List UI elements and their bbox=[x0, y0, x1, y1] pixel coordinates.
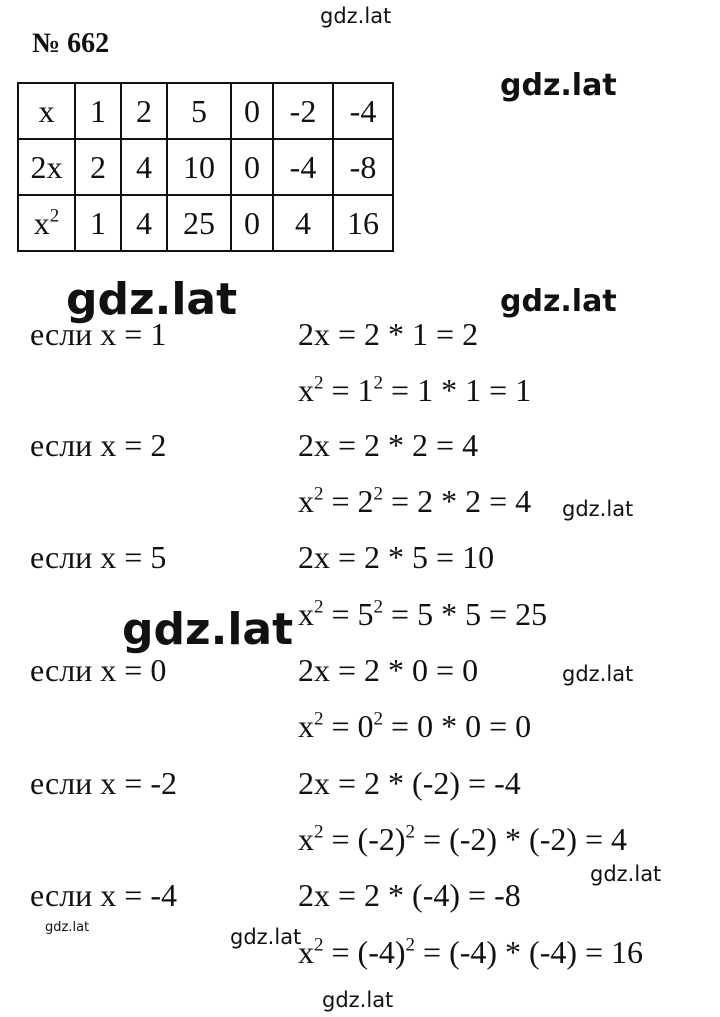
square-base: x bbox=[298, 483, 314, 519]
table-row-x bbox=[18, 83, 393, 139]
table-cell: -2 bbox=[273, 83, 333, 139]
square-exponent: 2 bbox=[314, 372, 324, 394]
double-calc: 2x = 2 * 1 = 2 bbox=[298, 316, 479, 352]
watermark: gdz.lat bbox=[562, 497, 634, 521]
square-value-exponent: 2 bbox=[405, 934, 416, 956]
table-cell: 25 bbox=[167, 195, 231, 251]
square-value-exponent: 2 bbox=[373, 372, 384, 394]
condition-line: если x = 1 bbox=[30, 316, 167, 352]
double-calc: 2x = 2 * (-4) = -8 bbox=[298, 877, 521, 913]
row-header-base: x bbox=[33, 204, 50, 241]
table-cell: 0 bbox=[231, 195, 273, 251]
square-value-exponent: 2 bbox=[373, 596, 384, 618]
watermark: gdz.lat bbox=[45, 920, 90, 935]
condition-line: если x = -4 bbox=[30, 877, 177, 913]
square-value: = 5 bbox=[323, 596, 374, 632]
square-calc bbox=[298, 708, 531, 745]
square-calc bbox=[298, 596, 547, 633]
table-cell: 5 bbox=[167, 83, 231, 139]
square-calc bbox=[298, 934, 643, 971]
square-result: = 2 * 2 = 4 bbox=[383, 483, 532, 519]
double-calc: 2x = 2 * 5 = 10 bbox=[298, 539, 495, 575]
table-cell: 16 bbox=[333, 195, 393, 251]
double-calc: 2x = 2 * (-2) = -4 bbox=[298, 765, 521, 801]
watermark: gdz.lat bbox=[500, 284, 617, 319]
watermark: gdz.lat bbox=[320, 4, 392, 28]
values-table bbox=[17, 82, 394, 252]
table-row-x-squared bbox=[18, 195, 393, 251]
watermark: gdz.lat bbox=[562, 662, 634, 686]
square-exponent: 2 bbox=[314, 708, 324, 730]
table-cell: -8 bbox=[333, 139, 393, 195]
square-value: = (-4) bbox=[323, 934, 406, 970]
square-result: = 1 * 1 = 1 bbox=[383, 372, 532, 408]
square-base: x bbox=[298, 821, 314, 857]
square-value-exponent: 2 bbox=[405, 821, 416, 843]
square-base: x bbox=[298, 596, 314, 632]
condition-line: если x = 5 bbox=[30, 539, 167, 575]
table-cell: 0 bbox=[231, 83, 273, 139]
square-value: = 0 bbox=[323, 708, 374, 744]
square-base: x bbox=[298, 708, 314, 744]
square-base: x bbox=[298, 372, 314, 408]
row-header: 2x bbox=[18, 139, 75, 195]
square-value: = 1 bbox=[323, 372, 374, 408]
condition-line: если x = 2 bbox=[30, 427, 167, 463]
condition-line: если x = 0 bbox=[30, 652, 167, 688]
watermark: gdz.lat bbox=[322, 988, 394, 1012]
table-cell: -4 bbox=[333, 83, 393, 139]
square-exponent: 2 bbox=[314, 596, 324, 618]
watermark: gdz.lat bbox=[230, 925, 302, 949]
square-exponent: 2 bbox=[314, 934, 324, 956]
square-result: = (-4) * (-4) = 16 bbox=[415, 934, 644, 970]
square-calc bbox=[298, 372, 531, 409]
table-cell: 1 bbox=[75, 195, 121, 251]
square-result: = (-2) * (-2) = 4 bbox=[415, 821, 628, 857]
table-row-2x bbox=[18, 139, 393, 195]
table-cell: 1 bbox=[75, 83, 121, 139]
square-base: x bbox=[298, 934, 314, 970]
table-cell: 0 bbox=[231, 139, 273, 195]
table-cell: 10 bbox=[167, 139, 231, 195]
square-result: = 0 * 0 = 0 bbox=[383, 708, 532, 744]
double-calc: 2x = 2 * 2 = 4 bbox=[298, 427, 479, 463]
row-header-exponent: 2 bbox=[49, 205, 60, 227]
condition-line: если x = -2 bbox=[30, 765, 177, 801]
square-exponent: 2 bbox=[314, 483, 324, 505]
row-header: x bbox=[18, 83, 75, 139]
table-cell: 4 bbox=[121, 139, 167, 195]
table-cell: -4 bbox=[273, 139, 333, 195]
table-cell: 4 bbox=[273, 195, 333, 251]
square-value-exponent: 2 bbox=[373, 483, 384, 505]
square-value-exponent: 2 bbox=[373, 708, 384, 730]
watermark: gdz.lat bbox=[66, 274, 238, 325]
watermark: gdz.lat bbox=[500, 68, 617, 103]
square-value: = 2 bbox=[323, 483, 374, 519]
watermark: gdz.lat bbox=[590, 862, 662, 886]
square-calc bbox=[298, 821, 627, 858]
square-result: = 5 * 5 = 25 bbox=[383, 596, 548, 632]
table-cell: 4 bbox=[121, 195, 167, 251]
watermark: gdz.lat bbox=[122, 604, 294, 655]
problem-number: № 662 bbox=[32, 28, 110, 59]
row-header bbox=[18, 195, 75, 251]
square-value: = (-2) bbox=[323, 821, 406, 857]
double-calc: 2x = 2 * 0 = 0 bbox=[298, 652, 479, 688]
table-cell: 2 bbox=[75, 139, 121, 195]
table-cell: 2 bbox=[121, 83, 167, 139]
square-calc bbox=[298, 483, 531, 520]
square-exponent: 2 bbox=[314, 821, 324, 843]
